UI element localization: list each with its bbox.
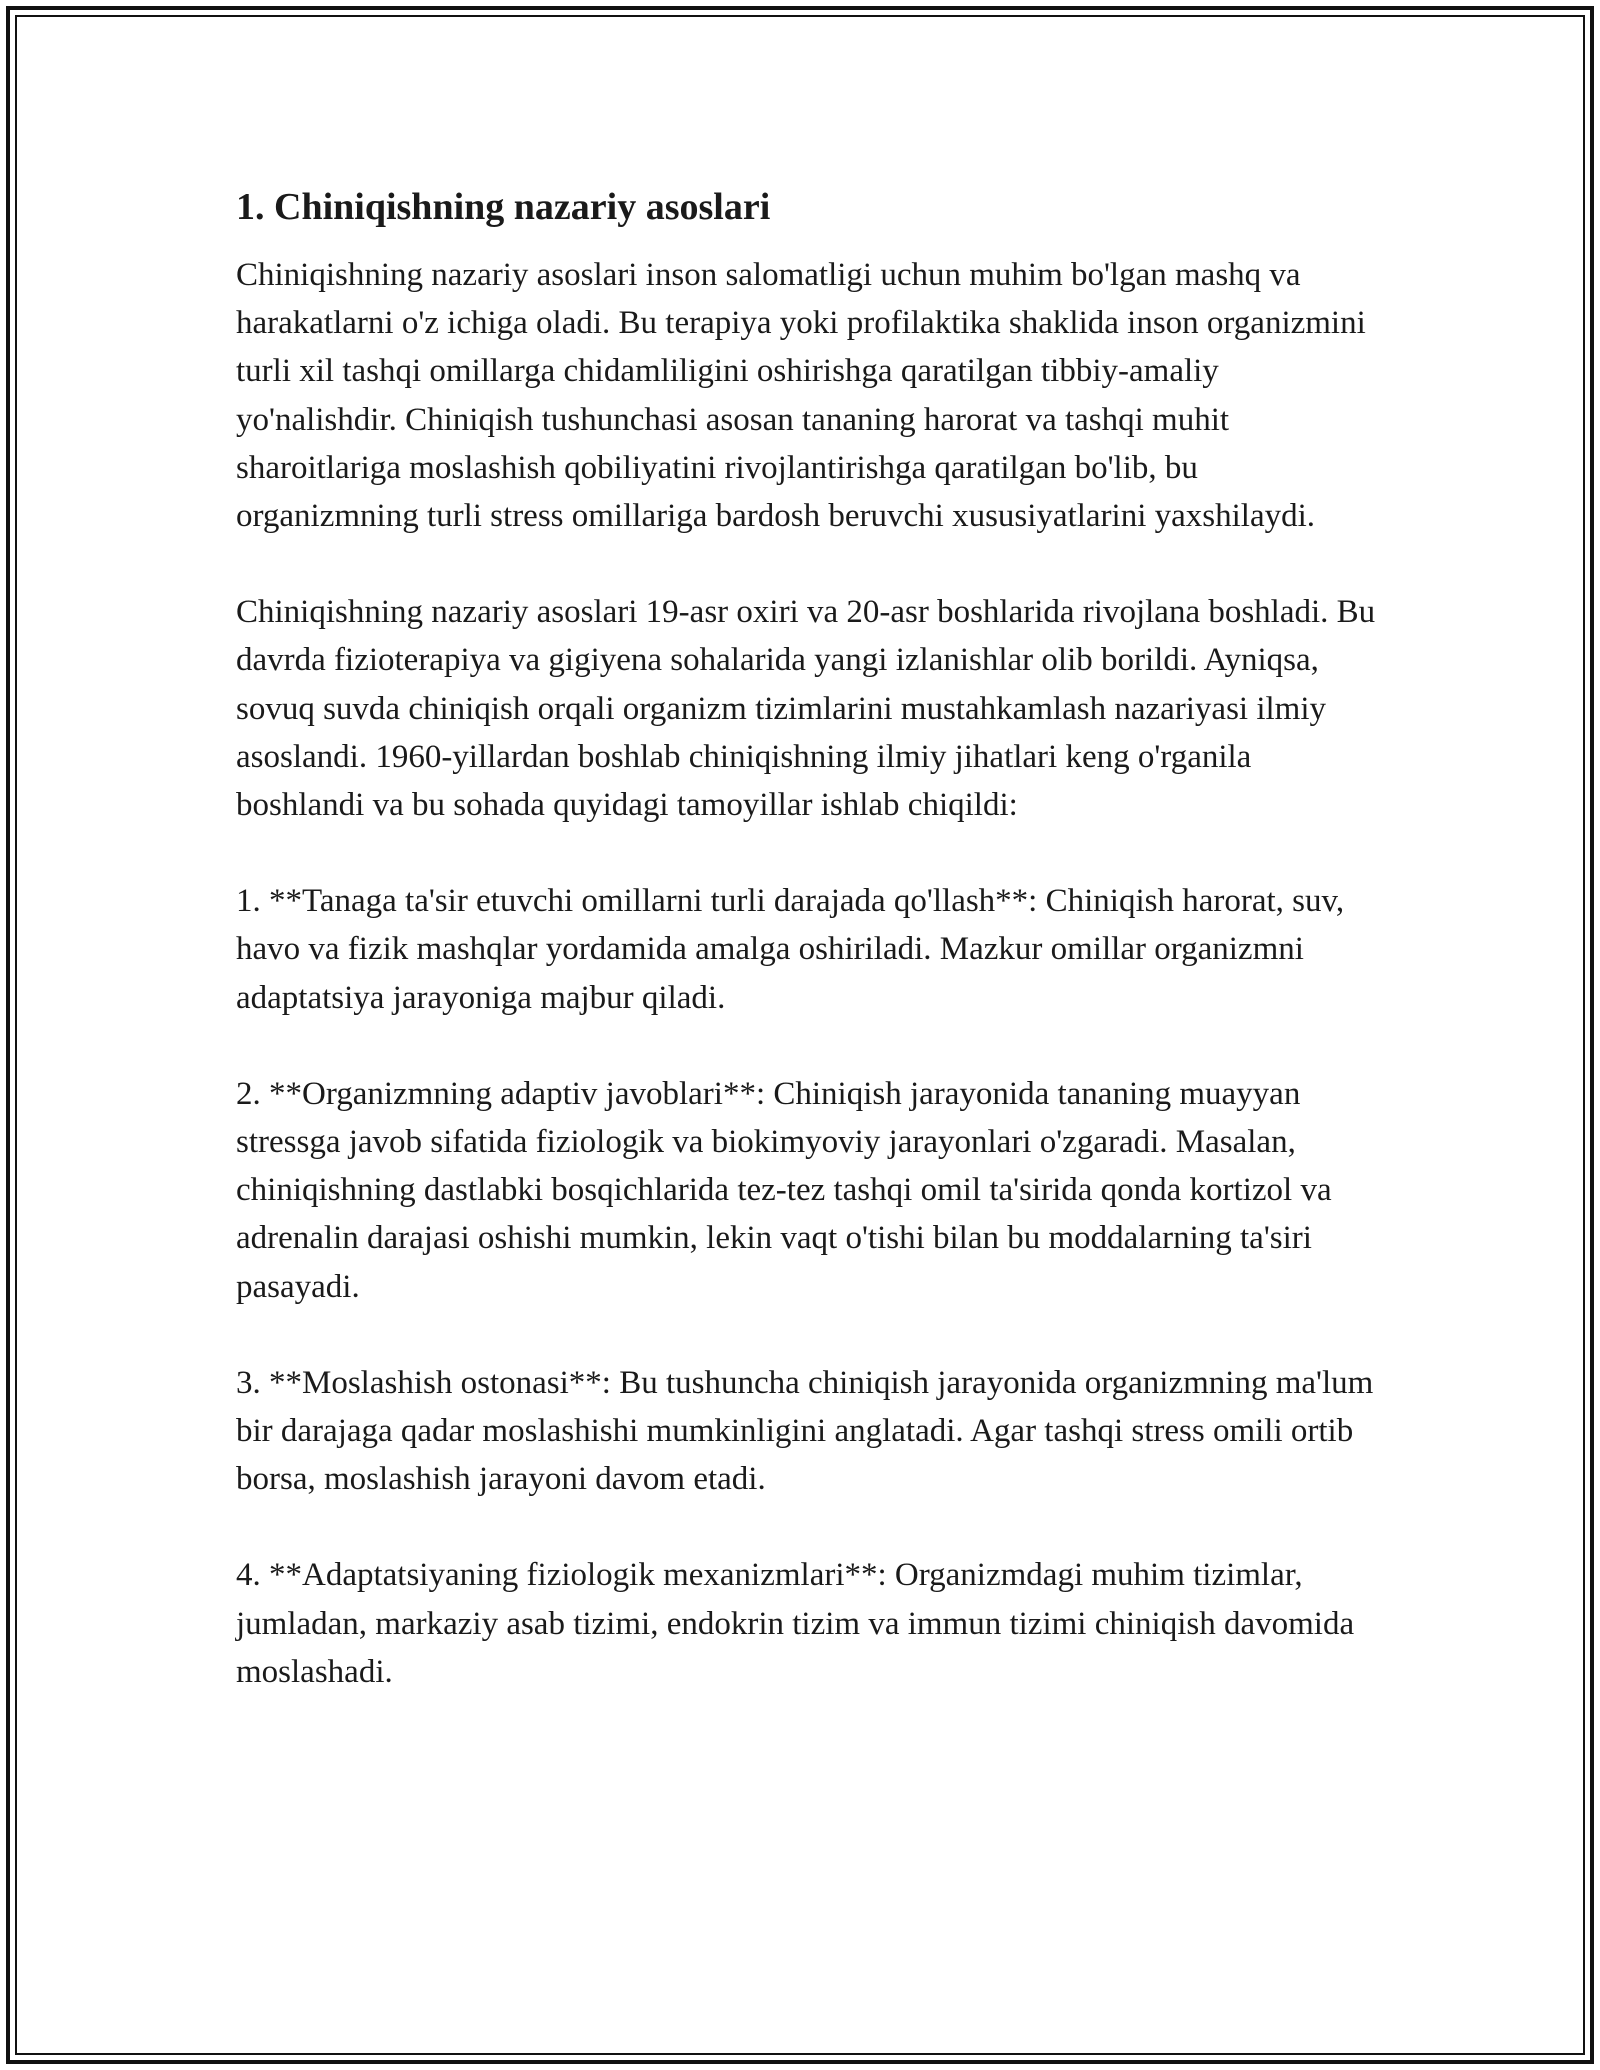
list-item-principle-2: 2. **Organizmning adaptiv javoblari**: Chiniqish jarayonida tananing muayyan stressga javob sifatida fiziologik va biokimyoviy jarayonlari o'zgaradi. Masalan, chiniqishning dastlabki bosqichlarida tez-tez tashqi omil ta'sirida qonda kortizol va adrenalin darajasi oshishi mumkin, lekin vaqt o'tishi bilan bu moddalarning ta'siri pasayadi. xyxy=(236,1075,1332,1305)
list-item-principle-1: 1. **Tanaga ta'sir etuvchi omillarni turli darajada qo'llash**: Chiniqish harorat, suv, havo va fizik mashqlar yordamida amalga oshiriladi. Mazkur omillar organizmni adaptatsiya jarayoniga majbur qiladi. xyxy=(236,883,1345,1016)
paragraph-intro: Chiniqishning nazariy asoslari inson salomatligi uchun muhim bo'lgan mashq va harakatlarni o'z ichiga oladi. Bu terapiya yoki profilaktika shaklida inson organizmini turli xil tashqi omillarga chidamliligini oshirishga qaratilgan tibbiy-amaliy yo'nalishdir. Chiniqish tushunchasi asosan tananing harorat va tashqi muhit sharoitlariga moslashish qobiliyatini rivojlantirishga qaratilgan bo'lib, bu organizmning turli stress omillariga bardosh beruvchi xususiyatlarini yaxshilaydi. xyxy=(236,257,1366,535)
list-item-principle-3: 3. **Moslashish ostonasi**: Bu tushuncha chiniqish jarayonida organizmning ma'lum bir darajaga qadar moslashishi mumkinligini anglatadi. Agar tashqi stress omili ortib borsa, moslashish jarayoni davom etadi. xyxy=(236,1364,1374,1498)
document-body xyxy=(236,183,1376,1744)
section-heading: 1. Chiniqishning nazariy asoslari xyxy=(236,186,771,228)
list-item-principle-4: 4. **Adaptatsiyaning fiziologik mexanizmlari**: Organizmdagi muhim tizimlar, jumladan, markaziy asab tizimi, endokrin tizim va immun tizimi chiniqish davomida moslashadi. xyxy=(236,1557,1355,1690)
paragraph-history: Chiniqishning nazariy asoslari 19-asr oxiri va 20-asr boshlarida rivojlana boshladi. Bu davrda fizioterapiya va gigiyena sohalarida yangi izlanishlar olib borildi. Ayniqsa, sovuq suvda chiniqish orqali organizm tizimlarini mustahkamlash nazariyasi ilmiy asoslandi. 1960-yillardan boshlab chiniqishning ilmiy jihatlari keng o'rganila boshlandi va bu sohada quyidagi tamoyillar ishlab chiqildi: xyxy=(236,594,1376,824)
